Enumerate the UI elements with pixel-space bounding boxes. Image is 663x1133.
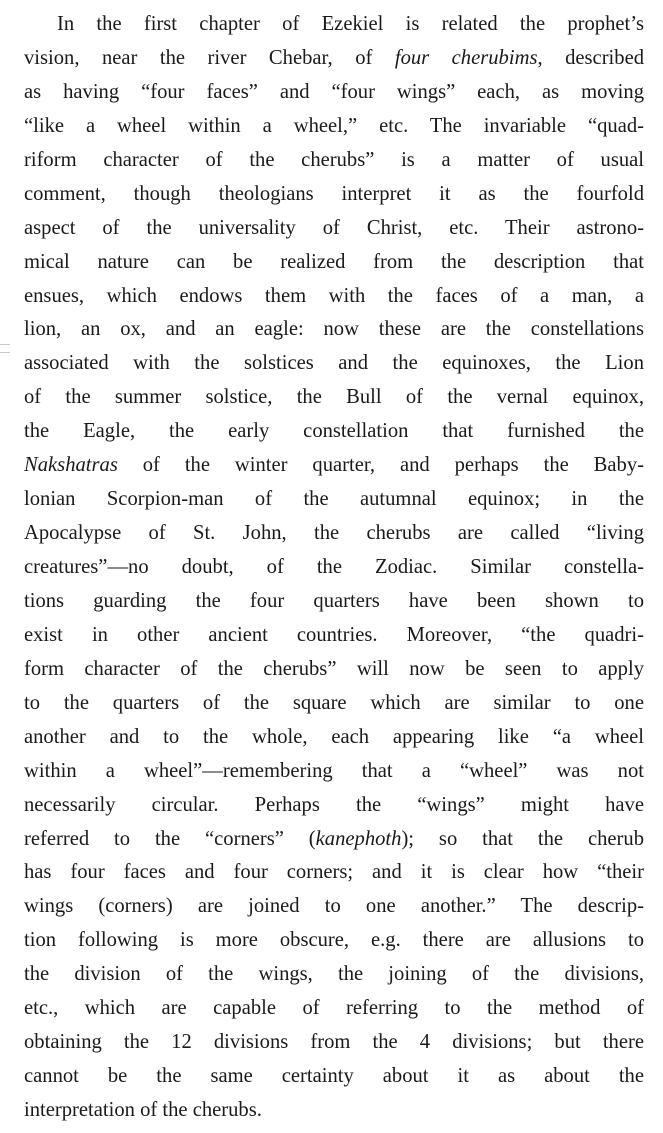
text-line xyxy=(24,1094,644,1128)
text-line xyxy=(24,958,644,992)
text-run: vision, near the river Chebar, of xyxy=(24,46,395,69)
document-page xyxy=(24,8,644,1128)
italic-term: four cherubims xyxy=(394,46,538,69)
text-run: “like a wheel within a wheel,” etc. The invariable “quad- xyxy=(24,114,644,137)
text-line xyxy=(24,381,644,415)
text-run: ); so that the cherub xyxy=(401,827,644,850)
margin-mark-bottom xyxy=(0,352,10,353)
text-run: mical nature can be realized from the description that xyxy=(24,250,644,273)
text-run: another and to the whole, each appearing like “a wheel xyxy=(24,725,644,748)
text-run: wings (corners) are joined to one another.” The descrip- xyxy=(24,895,644,918)
text-run: ensues, which endows them with the faces of a man, a xyxy=(24,284,644,307)
text-line xyxy=(24,1026,644,1060)
text-run: lion, an ox, and an eagle: now these are the constellations xyxy=(24,318,644,341)
text-run: , described xyxy=(537,46,645,69)
text-line xyxy=(24,653,644,687)
text-line xyxy=(24,890,644,924)
text-run: to the quarters of the square which are similar to one xyxy=(24,691,644,714)
text-run: has four faces and four corners; and it is clear how “their xyxy=(24,861,644,884)
text-run: comment, though theologians interpret it as the fourfold xyxy=(24,182,644,205)
text-line xyxy=(24,313,644,347)
text-line xyxy=(24,483,644,517)
text-line xyxy=(24,280,644,314)
text-line xyxy=(24,246,644,280)
text-run: cannot be the same certainty about it as about the xyxy=(24,1065,644,1088)
text-line xyxy=(24,755,644,789)
text-line xyxy=(24,517,644,551)
margin-mark-top xyxy=(0,344,10,345)
body-paragraph xyxy=(24,8,644,1128)
text-line xyxy=(24,415,644,449)
text-run: obtaining the 12 divisions from the 4 divisions; but there xyxy=(24,1031,644,1054)
text-run: of the winter quarter, and perhaps the Baby- xyxy=(117,454,644,477)
text-line xyxy=(24,789,644,823)
text-run: form character of the cherubs” will now be seen to apply xyxy=(24,657,644,680)
text-line xyxy=(24,178,644,212)
text-run: the Eagle, the early constellation that furnished the xyxy=(24,420,644,443)
text-line xyxy=(24,110,644,144)
text-line xyxy=(24,992,644,1026)
text-run: referred to the “corners” ( xyxy=(24,827,316,850)
text-run: interpretation of the cherubs. xyxy=(24,1099,262,1121)
text-run: Apocalypse of St. John, the cherubs are called “living xyxy=(24,522,644,545)
text-line xyxy=(24,76,644,110)
text-line xyxy=(24,924,644,958)
text-run: of the summer solstice, the Bull of the vernal equinox, xyxy=(24,386,644,409)
text-line xyxy=(24,8,644,42)
italic-term: kanephoth xyxy=(315,827,402,850)
text-run: necessarily circular. Perhaps the “wings” might have xyxy=(24,793,644,816)
text-run: tion following is more obscure, e.g. there are allusions to xyxy=(24,929,644,952)
text-line xyxy=(24,585,644,619)
text-line xyxy=(24,347,644,381)
text-run: tions guarding the four quarters have been shown to xyxy=(24,589,644,612)
text-line xyxy=(24,551,644,585)
text-line xyxy=(24,856,644,890)
text-run: riform character of the cherubs” is a matter of usual xyxy=(24,148,644,171)
text-run: within a wheel”—remembering that a “wheel” was not xyxy=(24,759,644,782)
text-line xyxy=(24,687,644,721)
text-line xyxy=(24,721,644,755)
text-run: as having “four faces” and “four wings” each, as moving xyxy=(24,80,644,103)
text-run: In the first chapter of Ezekiel is related the prophet’s xyxy=(57,13,644,35)
text-run: creatures”—no doubt, of the Zodiac. Similar constella- xyxy=(24,556,644,578)
text-line xyxy=(24,144,644,178)
text-line xyxy=(24,42,644,76)
text-line xyxy=(24,823,644,857)
text-line xyxy=(24,619,644,653)
text-line xyxy=(24,212,644,246)
text-run: exist in other ancient countries. Moreover, “the quadri- xyxy=(24,623,644,646)
italic-term: Nakshatras xyxy=(24,454,118,477)
text-line xyxy=(24,449,644,483)
text-line xyxy=(24,1060,644,1094)
text-run: aspect of the universality of Christ, etc. Their astrono- xyxy=(24,216,644,239)
text-run: the division of the wings, the joining of the divisions, xyxy=(24,963,644,986)
text-run: lonian Scorpion-man of the autumnal equinox; in the xyxy=(24,488,644,511)
text-run: associated with the solstices and the equinoxes, the Lion xyxy=(24,352,644,375)
text-run: etc., which are capable of referring to the method of xyxy=(24,997,644,1020)
